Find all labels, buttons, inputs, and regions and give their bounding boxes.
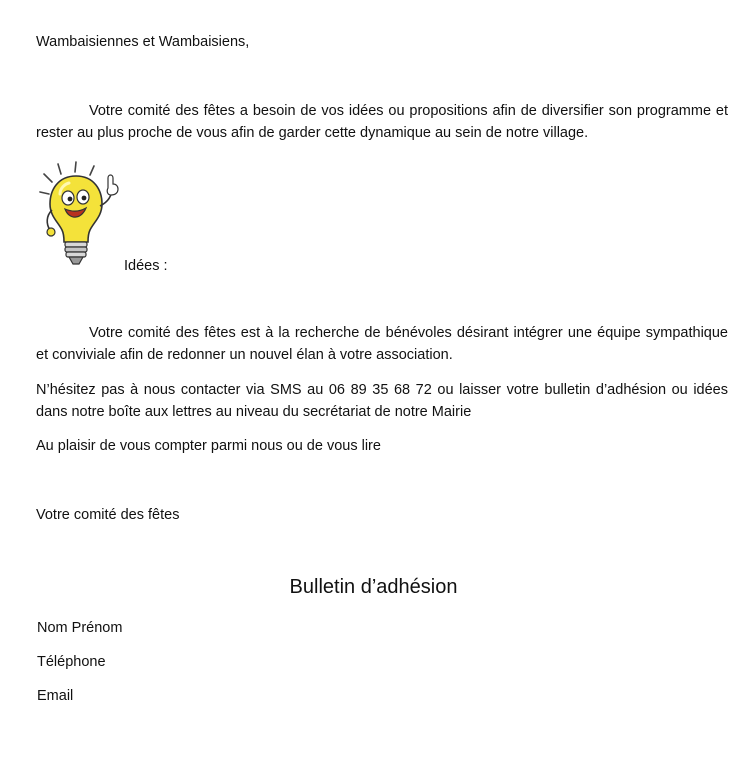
ideas-label: Idées : <box>124 258 168 274</box>
volunteers-paragraph: Votre comité des fêtes est à la recherche de bénévoles désirant intégrer une équipe sympathique et conviviale afin de redonner un nouvel élan à votre association. <box>36 325 728 363</box>
contact-paragraph: N’hésitez pas à nous contacter via SMS au 06 89 35 68 72 ou laisser votre bulletin d’adhésion ou idées dans notre boîte aux lettres au niveau du secrétariat de notre Mairie <box>36 382 728 420</box>
intro-paragraph: Votre comité des fêtes a besoin de vos idées ou propositions afin de diversifier son programme et rester au plus proche de vous afin de garder cette dynamique au sein de notre village. <box>36 103 728 141</box>
field-name-label: Nom Prénom <box>37 620 123 636</box>
lightbulb-mascot-icon <box>38 160 126 270</box>
signature: Votre comité des fêtes <box>36 507 180 523</box>
field-phone-label: Téléphone <box>37 654 106 670</box>
greeting: Wambaisiennes et Wambaisiens, <box>36 34 250 50</box>
form-title: Bulletin d’adhésion <box>289 576 458 598</box>
closing-line: Au plaisir de vous compter parmi nous ou de vous lire <box>36 438 381 454</box>
field-email-label: Email <box>37 688 74 704</box>
